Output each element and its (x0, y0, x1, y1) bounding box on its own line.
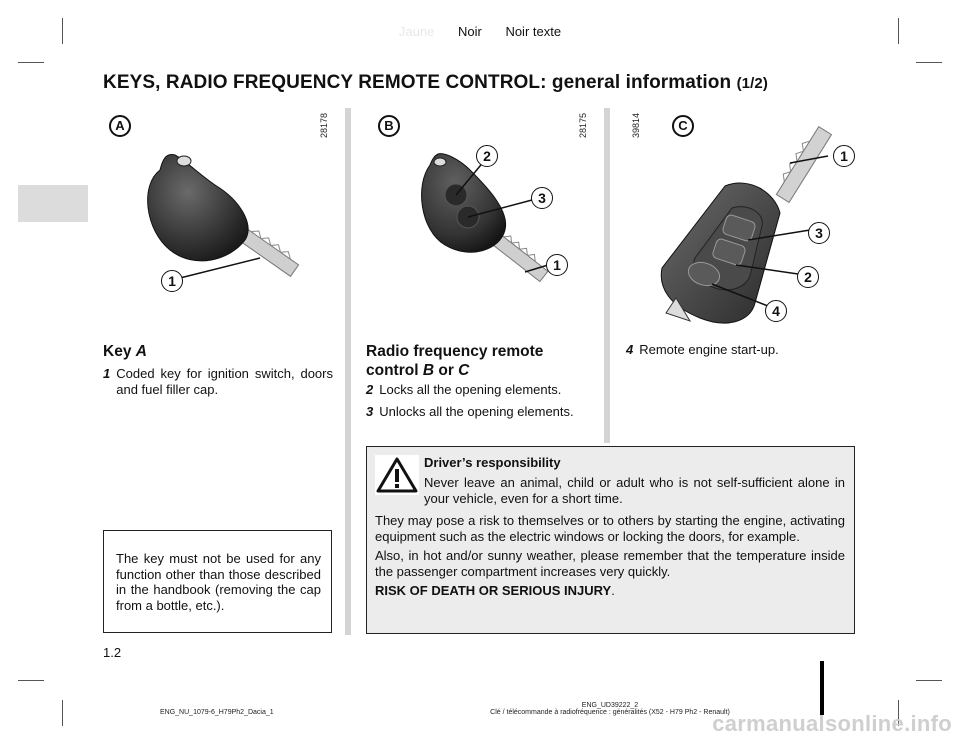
crop-mark (18, 62, 44, 63)
figure-ref-c: 39814 (631, 112, 641, 138)
crop-mark (18, 680, 44, 681)
item-number: 1 (103, 366, 111, 381)
heading-text: Key (103, 343, 136, 360)
crop-mark (916, 62, 942, 63)
footer-ref: ENG_UD39222_2 (581, 702, 639, 709)
watermark-link[interactable]: carmanualsonline.info (712, 711, 952, 736)
warning-title: Driver’s responsibility (424, 455, 561, 470)
column-separator (604, 108, 610, 443)
print-color-marks (0, 24, 960, 39)
title-part: (1/2) (736, 75, 768, 92)
figure-letter-b: B (378, 115, 400, 137)
callout-4: 4 (765, 300, 787, 322)
mark-noir: Noir (457, 24, 482, 39)
callout-1: 1 (833, 145, 855, 167)
heading-line-1: Radio frequency remote (366, 343, 544, 360)
warning-paragraph-3: Also, in hot and/or sunny weather, please remember that the temperature inside the passenger compartment increases very quickly. (375, 548, 845, 579)
crop-mark (916, 680, 942, 681)
item-number: 4 (626, 342, 634, 357)
heading-prefix: control (366, 362, 423, 379)
mark-noir-texte: Noir texte (505, 24, 562, 39)
remote-heading (366, 342, 543, 380)
item-text: Unlocks all the opening elements. (379, 404, 574, 419)
warning-paragraph-1: Never leave an animal, child or adult who is not self-sufficient alone in your vehicle, even for a short time. (424, 475, 845, 506)
warning-paragraph-2: They may pose a risk to themselves or to others by starting the engine, activating equipment such as the electric windows or locking the doors, for example. (375, 513, 845, 544)
heading-line-2 (366, 361, 543, 380)
callout-2: 2 (476, 145, 498, 167)
warning-emphasis: RISK OF DEATH OR SERIOUS INJURY (375, 583, 612, 598)
heading-letter: A (135, 343, 147, 360)
mark-jaune: Jaune (398, 24, 435, 39)
item-text: Locks all the opening elements. (379, 382, 562, 397)
remote-b-illustration (390, 140, 600, 300)
note-text: The key must not be used for any function other than those described in the handbook (removing the cap from a bottle, etc.). (116, 551, 321, 613)
column-separator (345, 108, 351, 635)
key-a-heading (103, 342, 147, 361)
footer-desc: Clé / télécommande à radiofréquence : généralités (X52 - H79 Ph2 - Renault) (490, 709, 730, 716)
callout-1: 1 (546, 254, 568, 276)
item-text: Remote engine start-up. (639, 342, 779, 357)
page-number: 1.2 (103, 645, 122, 660)
chapter-tab (18, 185, 88, 222)
figure-ref-a: 28178 (319, 112, 329, 138)
figure-ref-b: 28175 (578, 112, 588, 138)
warning-paragraph-4 (375, 583, 845, 599)
list-item (366, 382, 561, 398)
heading-or: or (434, 362, 459, 379)
warning-period: . (611, 583, 615, 598)
page-title (103, 72, 768, 94)
figure-letter-c: C (672, 115, 694, 137)
list-item (103, 366, 333, 398)
footer-left: ENG_NU_1079-6_H79Ph2_Dacia_1 (160, 709, 274, 716)
callout-3: 3 (808, 222, 830, 244)
note-box (103, 530, 332, 633)
warning-box (366, 446, 855, 634)
list-item (626, 342, 779, 358)
item-number: 3 (366, 404, 374, 419)
crop-mark (62, 700, 63, 726)
callout-1: 1 (161, 270, 183, 292)
title-text: KEYS, RADIO FREQUENCY REMOTE CONTROL: general information (103, 72, 732, 93)
heading-letter-c: C (458, 362, 470, 379)
warning-triangle-icon (375, 455, 419, 495)
figure-letter-a: A (109, 115, 131, 137)
item-number: 2 (366, 382, 374, 397)
heading-letter-b: B (422, 362, 435, 379)
item-text: Coded key for ignition switch, doors and fuel filler cap. (116, 366, 333, 397)
list-item (366, 404, 574, 420)
key-a-illustration (100, 130, 340, 310)
thumb-index-bar (820, 661, 824, 715)
callout-2: 2 (797, 266, 819, 288)
callout-3: 3 (531, 187, 553, 209)
